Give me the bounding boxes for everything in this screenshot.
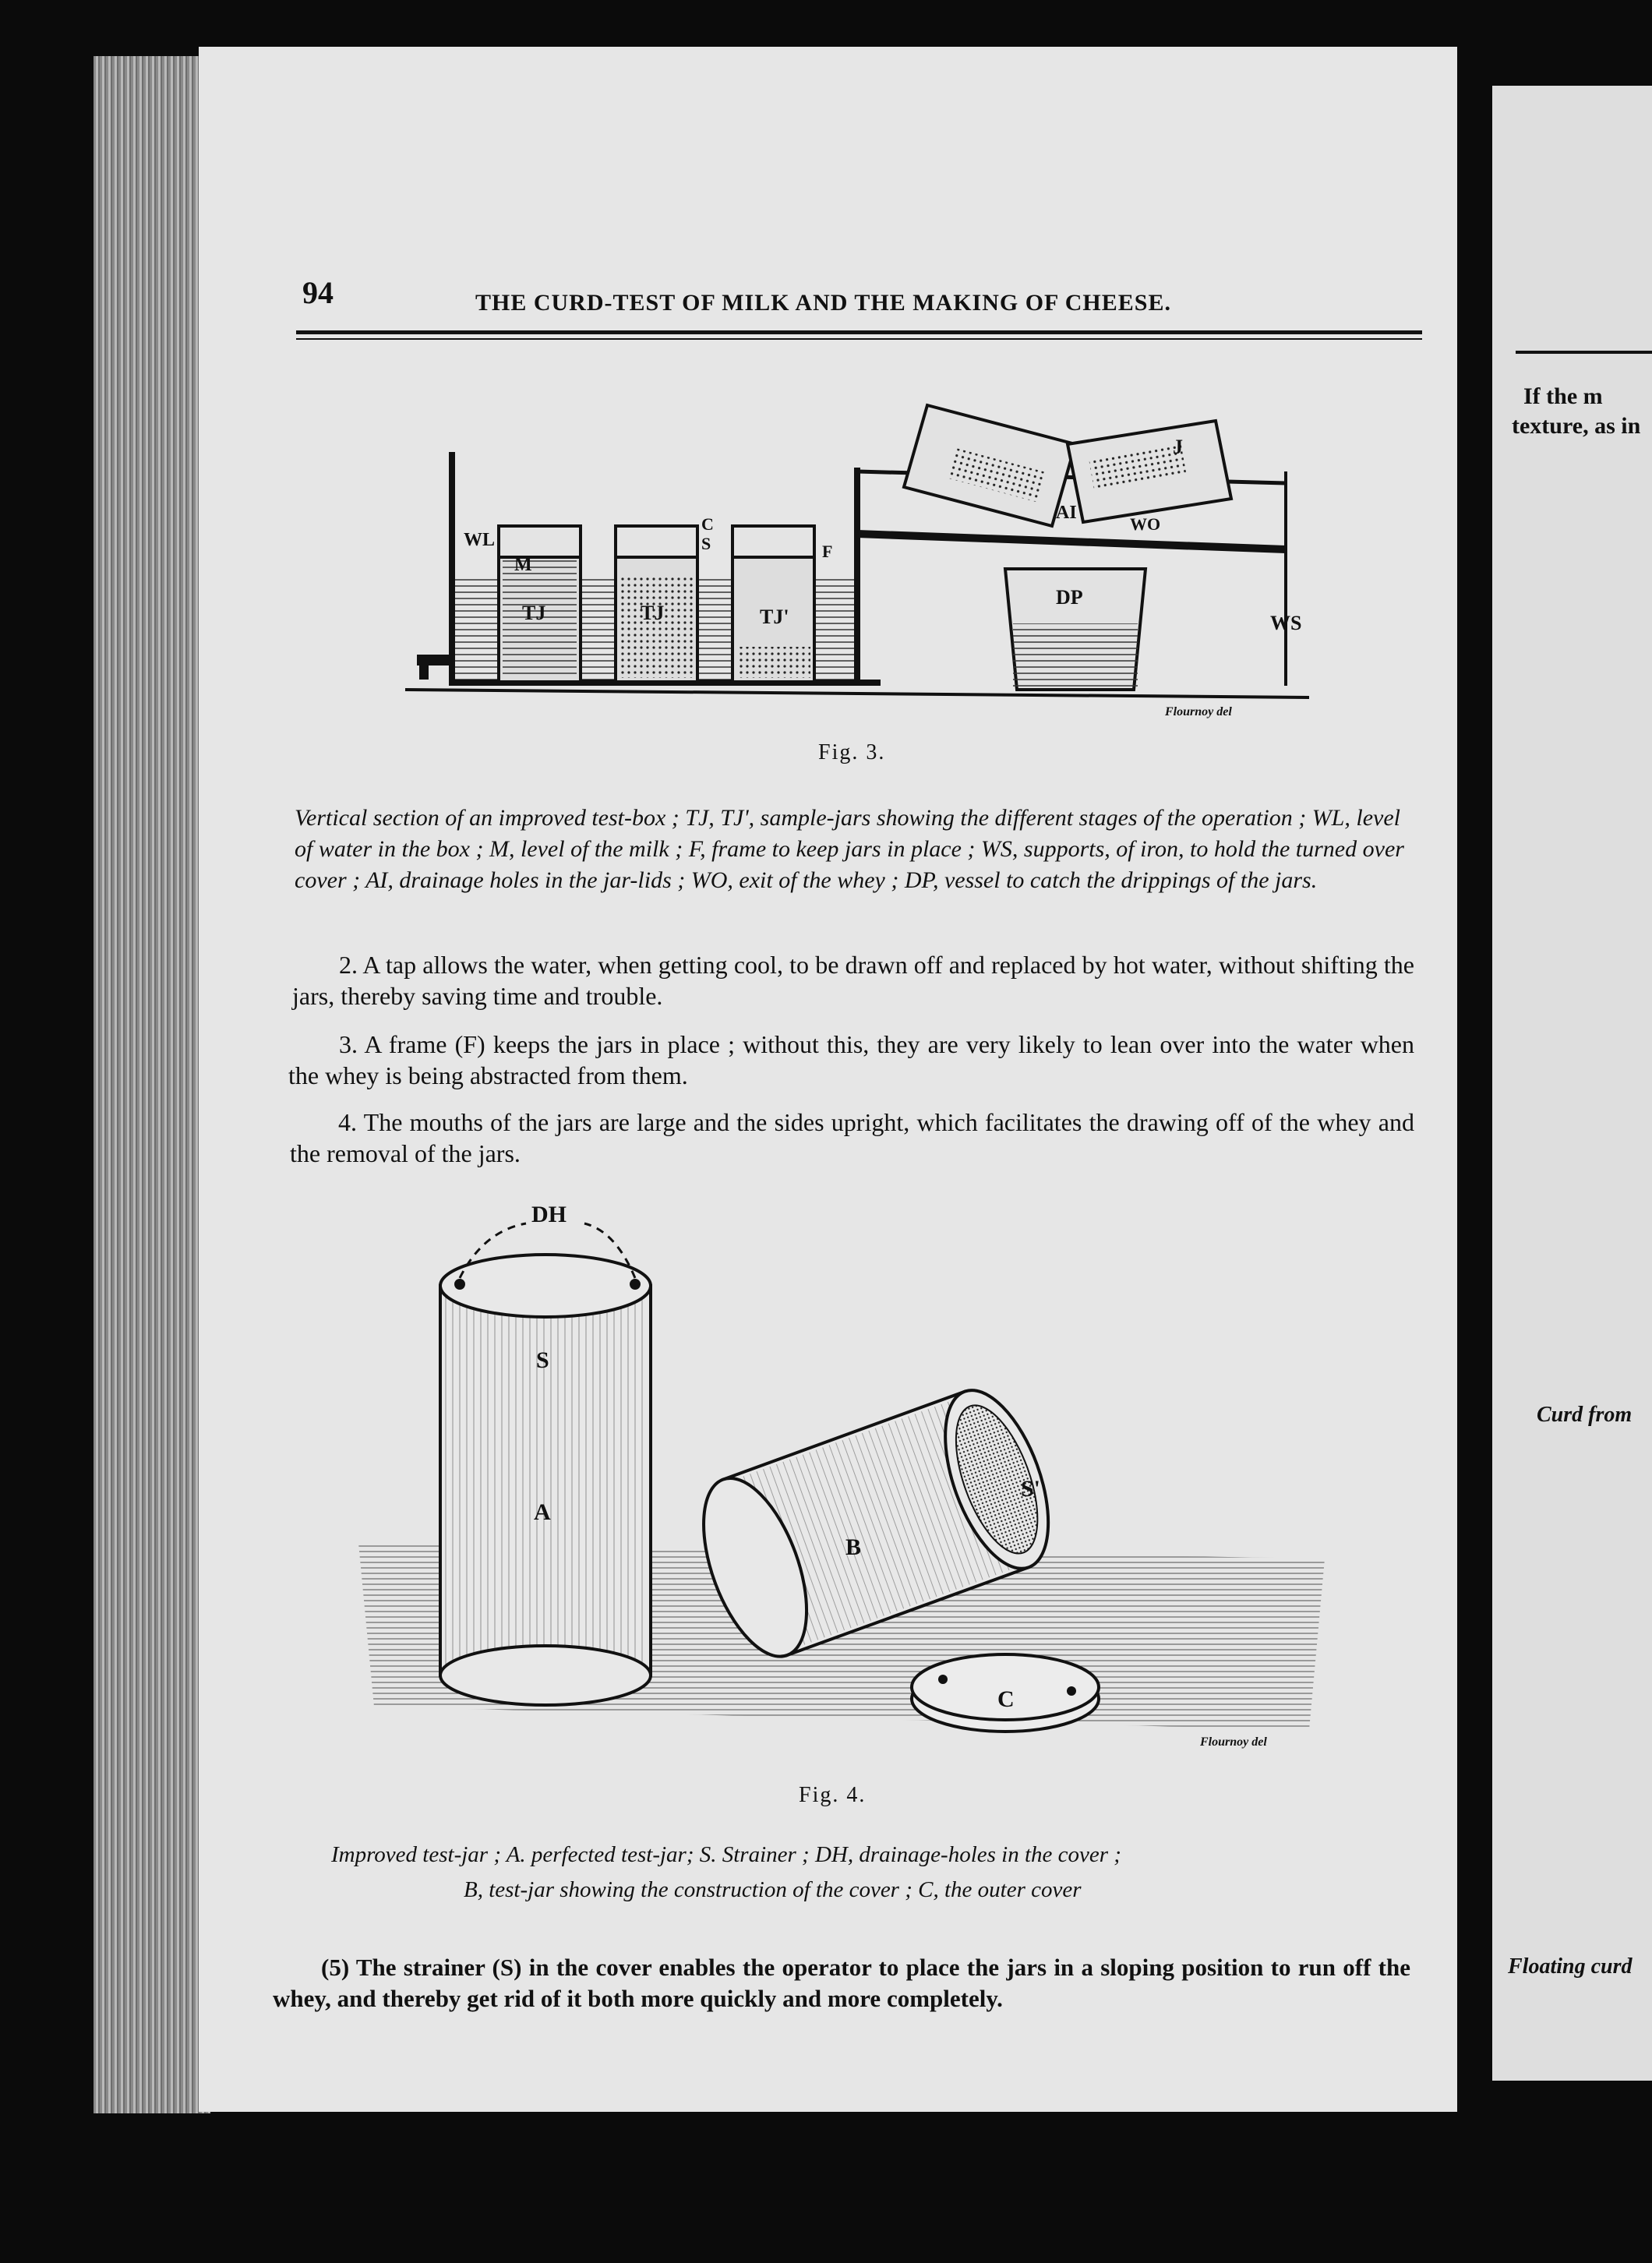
facing-page-line-2: texture, as in xyxy=(1512,413,1641,439)
figure-3-credit: Flournoy del xyxy=(1165,705,1232,718)
label-j: J xyxy=(1173,436,1183,458)
label-ai: AI xyxy=(1056,503,1077,523)
label-tj-2: TJ xyxy=(641,602,665,624)
label-m: M xyxy=(514,555,532,575)
header-rule xyxy=(296,330,1422,334)
paragraph-5: (5) The strainer (S) in the cover enables the operator to place the jars in a sloping position to run off the whey, and thereby get rid of it both more quickly and more completely. xyxy=(273,1954,1410,2012)
label-tj-3: TJ' xyxy=(760,605,789,628)
label-c-cover: C xyxy=(997,1686,1015,1712)
figure-3-label: Fig. 3. xyxy=(818,740,886,764)
running-title: THE CURD-TEST OF MILK AND THE MAKING OF CHEESE. xyxy=(475,290,1171,316)
figure-3-illustration xyxy=(390,390,1325,733)
page-number: 94 xyxy=(302,275,334,310)
label-dh: DH xyxy=(531,1202,567,1227)
facing-page-caption-1: Curd from xyxy=(1537,1403,1633,1427)
label-ws: WS xyxy=(1270,612,1302,634)
figure-3-caption: Vertical section of an improved test-box ; TJ, TJ', sample-jars showing the different stages of the operation ; WL, level of water in the box ; M, level of the milk ; F, frame to keep jars in place ; WS, supports, of iron, to hold the turned over cover ; AI, drainage holes in the jar-lids ; WO, exit of the whey ; DP, vessel to catch the drippings of the jars. xyxy=(295,805,1404,893)
label-a: A xyxy=(534,1499,551,1525)
facing-page-rule xyxy=(1516,351,1652,354)
figure-4-caption-line-1: Improved test-jar ; A. perfected test-jar; S. Strainer ; DH, drainage-holes in the cover ; xyxy=(331,1842,1121,1867)
paragraph-2: 2. A tap allows the water, when getting cool, to be drawn off and replaced by hot water, without shifting the jars, thereby saving time and trouble. xyxy=(292,951,1414,1010)
label-s: S xyxy=(701,534,711,553)
paragraph-3: 3. A frame (F) keeps the jars in place ; without this, they are very likely to lean over into the water when the whey is being abstracted from them. xyxy=(288,1030,1414,1089)
label-c: C xyxy=(701,514,714,534)
paragraph-4: 4. The mouths of the jars are large and the sides upright, which facilitates the drawing off of the whey and the removal of the jars. xyxy=(290,1108,1414,1167)
header-rule-thin xyxy=(296,338,1422,340)
facing-page-caption-2: Floating curd xyxy=(1508,1954,1633,1979)
figure-4-credit: Flournoy del xyxy=(1200,1735,1267,1749)
page-edge xyxy=(94,56,210,2113)
label-wl: WL xyxy=(464,530,496,550)
label-tj-1: TJ xyxy=(522,602,546,624)
label-s-prime: S' xyxy=(1021,1476,1041,1502)
facing-page-line-1: If the m xyxy=(1523,383,1603,409)
label-dp: DP xyxy=(1056,586,1083,609)
figure-4-label: Fig. 4. xyxy=(799,1783,867,1807)
label-s-strainer: S xyxy=(536,1347,549,1373)
label-b: B xyxy=(845,1534,862,1560)
label-f: F xyxy=(822,542,833,561)
figure-4-illustration xyxy=(358,1200,1340,1761)
figure-4-caption-line-2: B, test-jar showing the construction of the cover ; C, the outer cover xyxy=(464,1877,1082,1902)
label-wo: WO xyxy=(1130,514,1161,534)
